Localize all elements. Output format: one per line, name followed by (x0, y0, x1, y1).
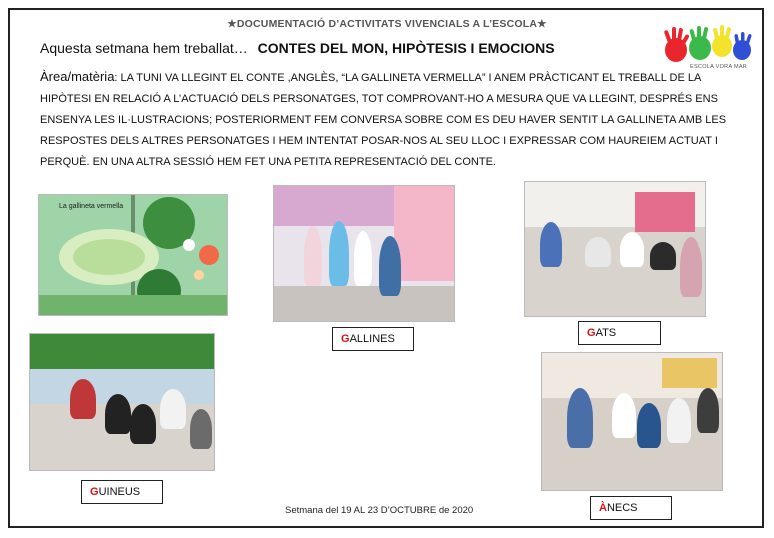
logo-text: ESCOLA VORA MAR (690, 64, 748, 70)
week-footer: Setmana del 19 AL 23 D’OCTUBRE de 2020 (285, 505, 474, 516)
photo-anecs (541, 352, 723, 491)
book-title: La gallineta vermella (59, 203, 124, 210)
photo-gats (524, 181, 706, 317)
photo-gallines (273, 185, 455, 322)
caption-gats: GATS (578, 321, 661, 345)
caption-guineus: GUINEUS (81, 480, 163, 504)
caption-anecs: ÀNECS (590, 496, 672, 520)
book-illustration (39, 195, 227, 315)
intro-line (40, 40, 555, 56)
intro-topic: CONTES DEL MON, HIPÒTESIS I EMOCIONS (257, 40, 555, 56)
caption-gallines: GALLINES (332, 327, 414, 351)
intro-lead: Aquesta setmana hem treballat… (40, 40, 248, 56)
photo-book (38, 194, 228, 316)
activity-description (40, 66, 740, 173)
photo-guineus (29, 333, 215, 471)
area-label: Àrea/matèria (40, 69, 115, 84)
description-text: : LA TUNI VA LLEGINT EL CONTE ,ANGLÈS, “LA GALLINETA VERMELLA” I ANEM PRÀCTICANT EL TREBALL DE LA HIPÒTESI EN RELACIÓ A L’ACTUACIÓ DELS PERSONATGES, TOT COMPROVANT-HO A MESURA QUE VA LLEGINT, DESPRÉS ENS ENSENYA LES IL·LUSTRACIONS; POSTERIORMENT FEM CONVERSA SOBRE COM ES DEU HAVER SENTIT LA GALLINETA AMB LES RESPOSTES DELS ALTRES PERSONATGES I HEM INTENTAT POSAR-NOS AL SEU LLOC I EXPRESSAR COM HAUREIEM ACTUAT I PERQUÈ. EN UNA ALTRA SESSIÓ HEM FET UNA PETITA REPRESENTACIÓ DEL CONTE. (40, 72, 727, 168)
document-header: ★DOCUMENTACIÓ D’ACTIVITATS VIVENCIALS A L’ESCOLA★ (227, 18, 547, 30)
